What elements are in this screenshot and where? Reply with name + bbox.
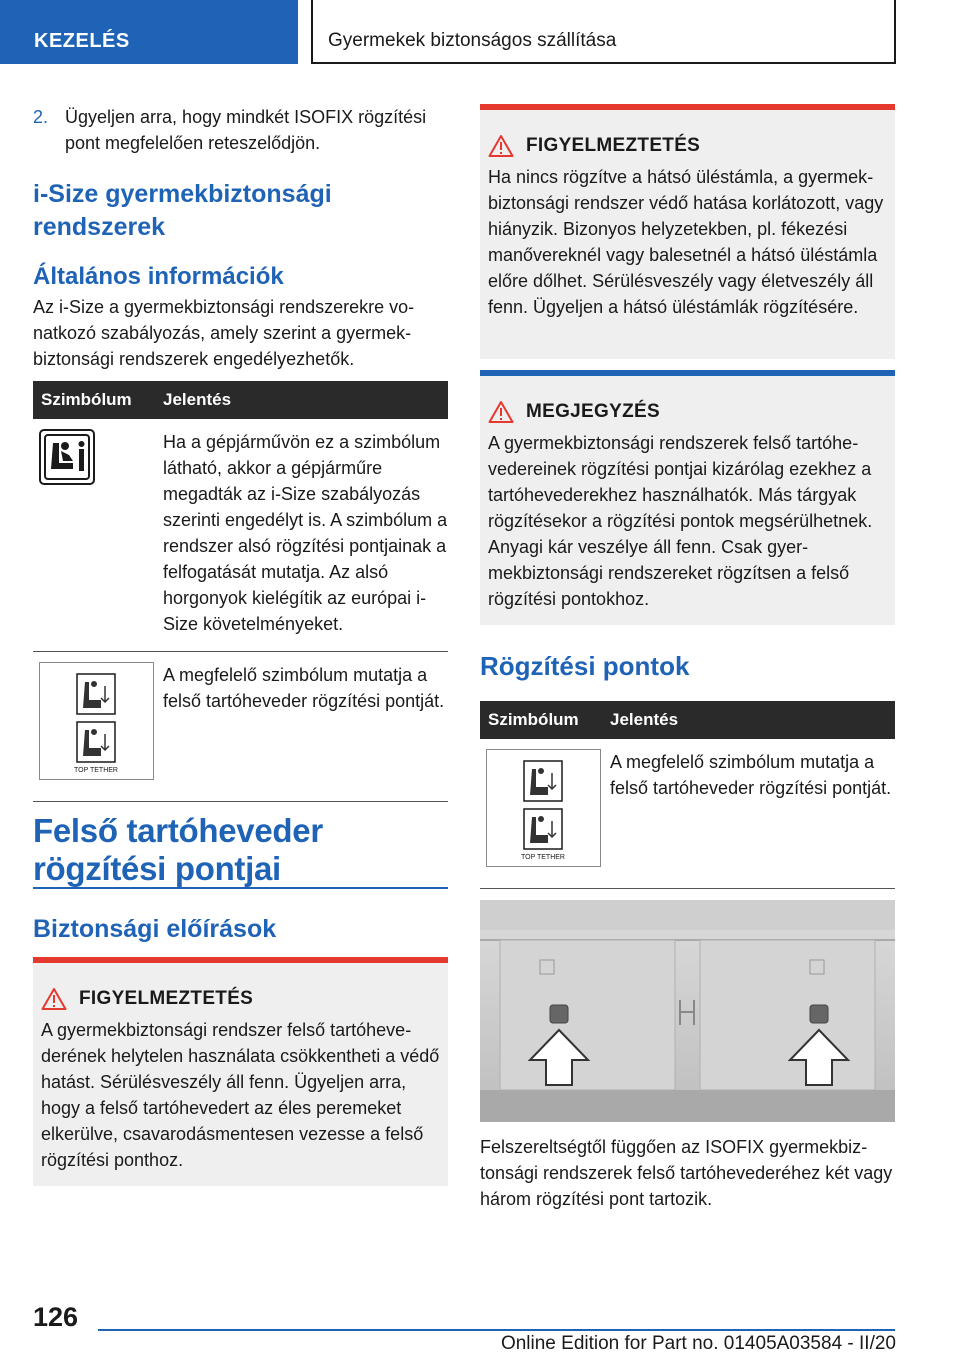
section-tab[interactable]	[0, 0, 298, 64]
meaning-cell: Ha a gépjárművön ez a szimbólum látható, akkor a gépjárműre megadták az i-Size szabályozás szerinti engedélyt is. A szimbólum a rendszer alsó rögzítési pontjainak a felfogatását mutatja. Az alsó horgonyok kielégítik az európai i-Size követelményeket.	[155, 419, 448, 652]
symbol-table-2	[480, 701, 895, 889]
list-text: Ügyeljen arra, hogy mindkét ISOFIX rögzítési pont megfelelően reteszelődjön.	[65, 107, 427, 153]
photo-caption: Felszereltségtől függően az ISOFIX gyermekbiztonsági rendszerek felső tartóhevederéhez két vagy három rögzítési pont tartozik.	[480, 1137, 893, 1209]
symbol-cell	[33, 419, 155, 652]
heading-top-tether: Felső tartóheveder rögzítési pontjai	[33, 812, 323, 887]
note-bar	[480, 370, 895, 376]
table-row	[33, 419, 448, 652]
table-row	[33, 652, 448, 802]
col-meaning: Jelentés	[155, 381, 448, 419]
page-number: 126	[33, 1302, 79, 1332]
note-text: A gyermekbiztonsági rendszerek felső tartóhevedereinek rögzítési pontjai kizárólag ezekhez a tartóhevederekhez használhatók. Más tárgyak rögzítésekor a rögzítési pontok megsérülhetnek. Anyagi kár veszélye áll fenn. Csak gyermekbiztonsági rendszereket rögzítsen a felső rögzítési pontokhoz.	[488, 433, 873, 609]
warning-text: A gyermekbiztonsági rendszer felső tartóhevederének helytelen használata csökkentheti a védő hatást. Sérülésveszély áll fenn. Ügyeljen arra, hogy a felső tartóhevedert az éles peremeket elkerülve, csavarodásmentesen vezesse a felső rögzítési ponthoz.	[41, 1020, 440, 1170]
warning-box	[33, 957, 448, 1186]
chapter-title: Gyermekek biztonságos szállítása	[328, 30, 617, 51]
top-tether-label: TOP TETHER	[521, 854, 565, 861]
note-title: MEGJEGYZÉS	[526, 401, 660, 422]
list-item	[33, 104, 448, 156]
warning-triangle-icon	[488, 400, 514, 424]
warning-text: Ha nincs rögzítve a hátsó üléstámla, a gyermekbiztonsági rendszer védő hatása korlátozott, vagy hiányzik. Bizonyos helyzetekben, pl. fékezési manővereknél vagy balesetnél a hátsó üléstámla előre dőlhet. Sérülésveszély vagy életveszély áll fenn. Ügyeljen a hátsó üléstámlák rögzítésére.	[488, 167, 884, 317]
list-number: 2.	[33, 107, 49, 127]
meaning-cell: A megfelelő szimbólum mutatja a felső tartóheveder rögzítési pontját.	[602, 739, 895, 889]
warning-bar	[33, 957, 448, 963]
symbol-cell	[480, 739, 602, 889]
warning-triangle-icon	[41, 987, 67, 1011]
footer-divider	[98, 1329, 895, 1331]
warning-bar	[480, 104, 895, 110]
top-tether-icon	[486, 749, 601, 867]
top-tether-label: TOP TETHER	[74, 767, 118, 774]
warning-title: FIGYELMEZTETÉS	[79, 988, 254, 1009]
heading-general: Általános információk	[33, 263, 284, 290]
heading-divider	[33, 887, 448, 889]
heading-safety: Biztonsági előírások	[33, 915, 277, 943]
section-title: KEZELÉS	[34, 30, 130, 52]
col-meaning: Jelentés	[602, 701, 895, 739]
symbol-cell	[33, 652, 155, 802]
heading-points: Rögzítési pontok	[480, 651, 690, 681]
chapter-tab[interactable]	[311, 0, 896, 64]
note-box	[480, 370, 895, 625]
heading-isize: i-Size gyermekbiztonsági rendszerek	[33, 180, 332, 241]
meaning-cell: A megfelelő szimbólum mutatja a felső tartóheveder rögzítési pontját.	[155, 652, 448, 802]
symbol-table-1	[33, 381, 448, 802]
col-symbol: Szimbólum	[33, 381, 155, 419]
general-text: Az i-Size a gyermekbiztonsági rendszerekre vonatkozó szabályozás, amely szerint a gyermekbiztonsági rendszerek engedélyezhetők.	[33, 297, 415, 369]
warning-box	[480, 104, 895, 359]
anchor-points-photo	[480, 900, 895, 1122]
top-tether-icon	[39, 662, 154, 780]
edition-text: Online Edition for Part no. 01405A03584 - II/20	[500, 1333, 896, 1354]
warning-triangle-icon	[488, 134, 514, 158]
col-symbol: Szimbólum	[480, 701, 602, 739]
table-row	[480, 739, 895, 889]
isize-seat-icon	[39, 429, 95, 485]
warning-title: FIGYELMEZTETÉS	[526, 135, 701, 156]
